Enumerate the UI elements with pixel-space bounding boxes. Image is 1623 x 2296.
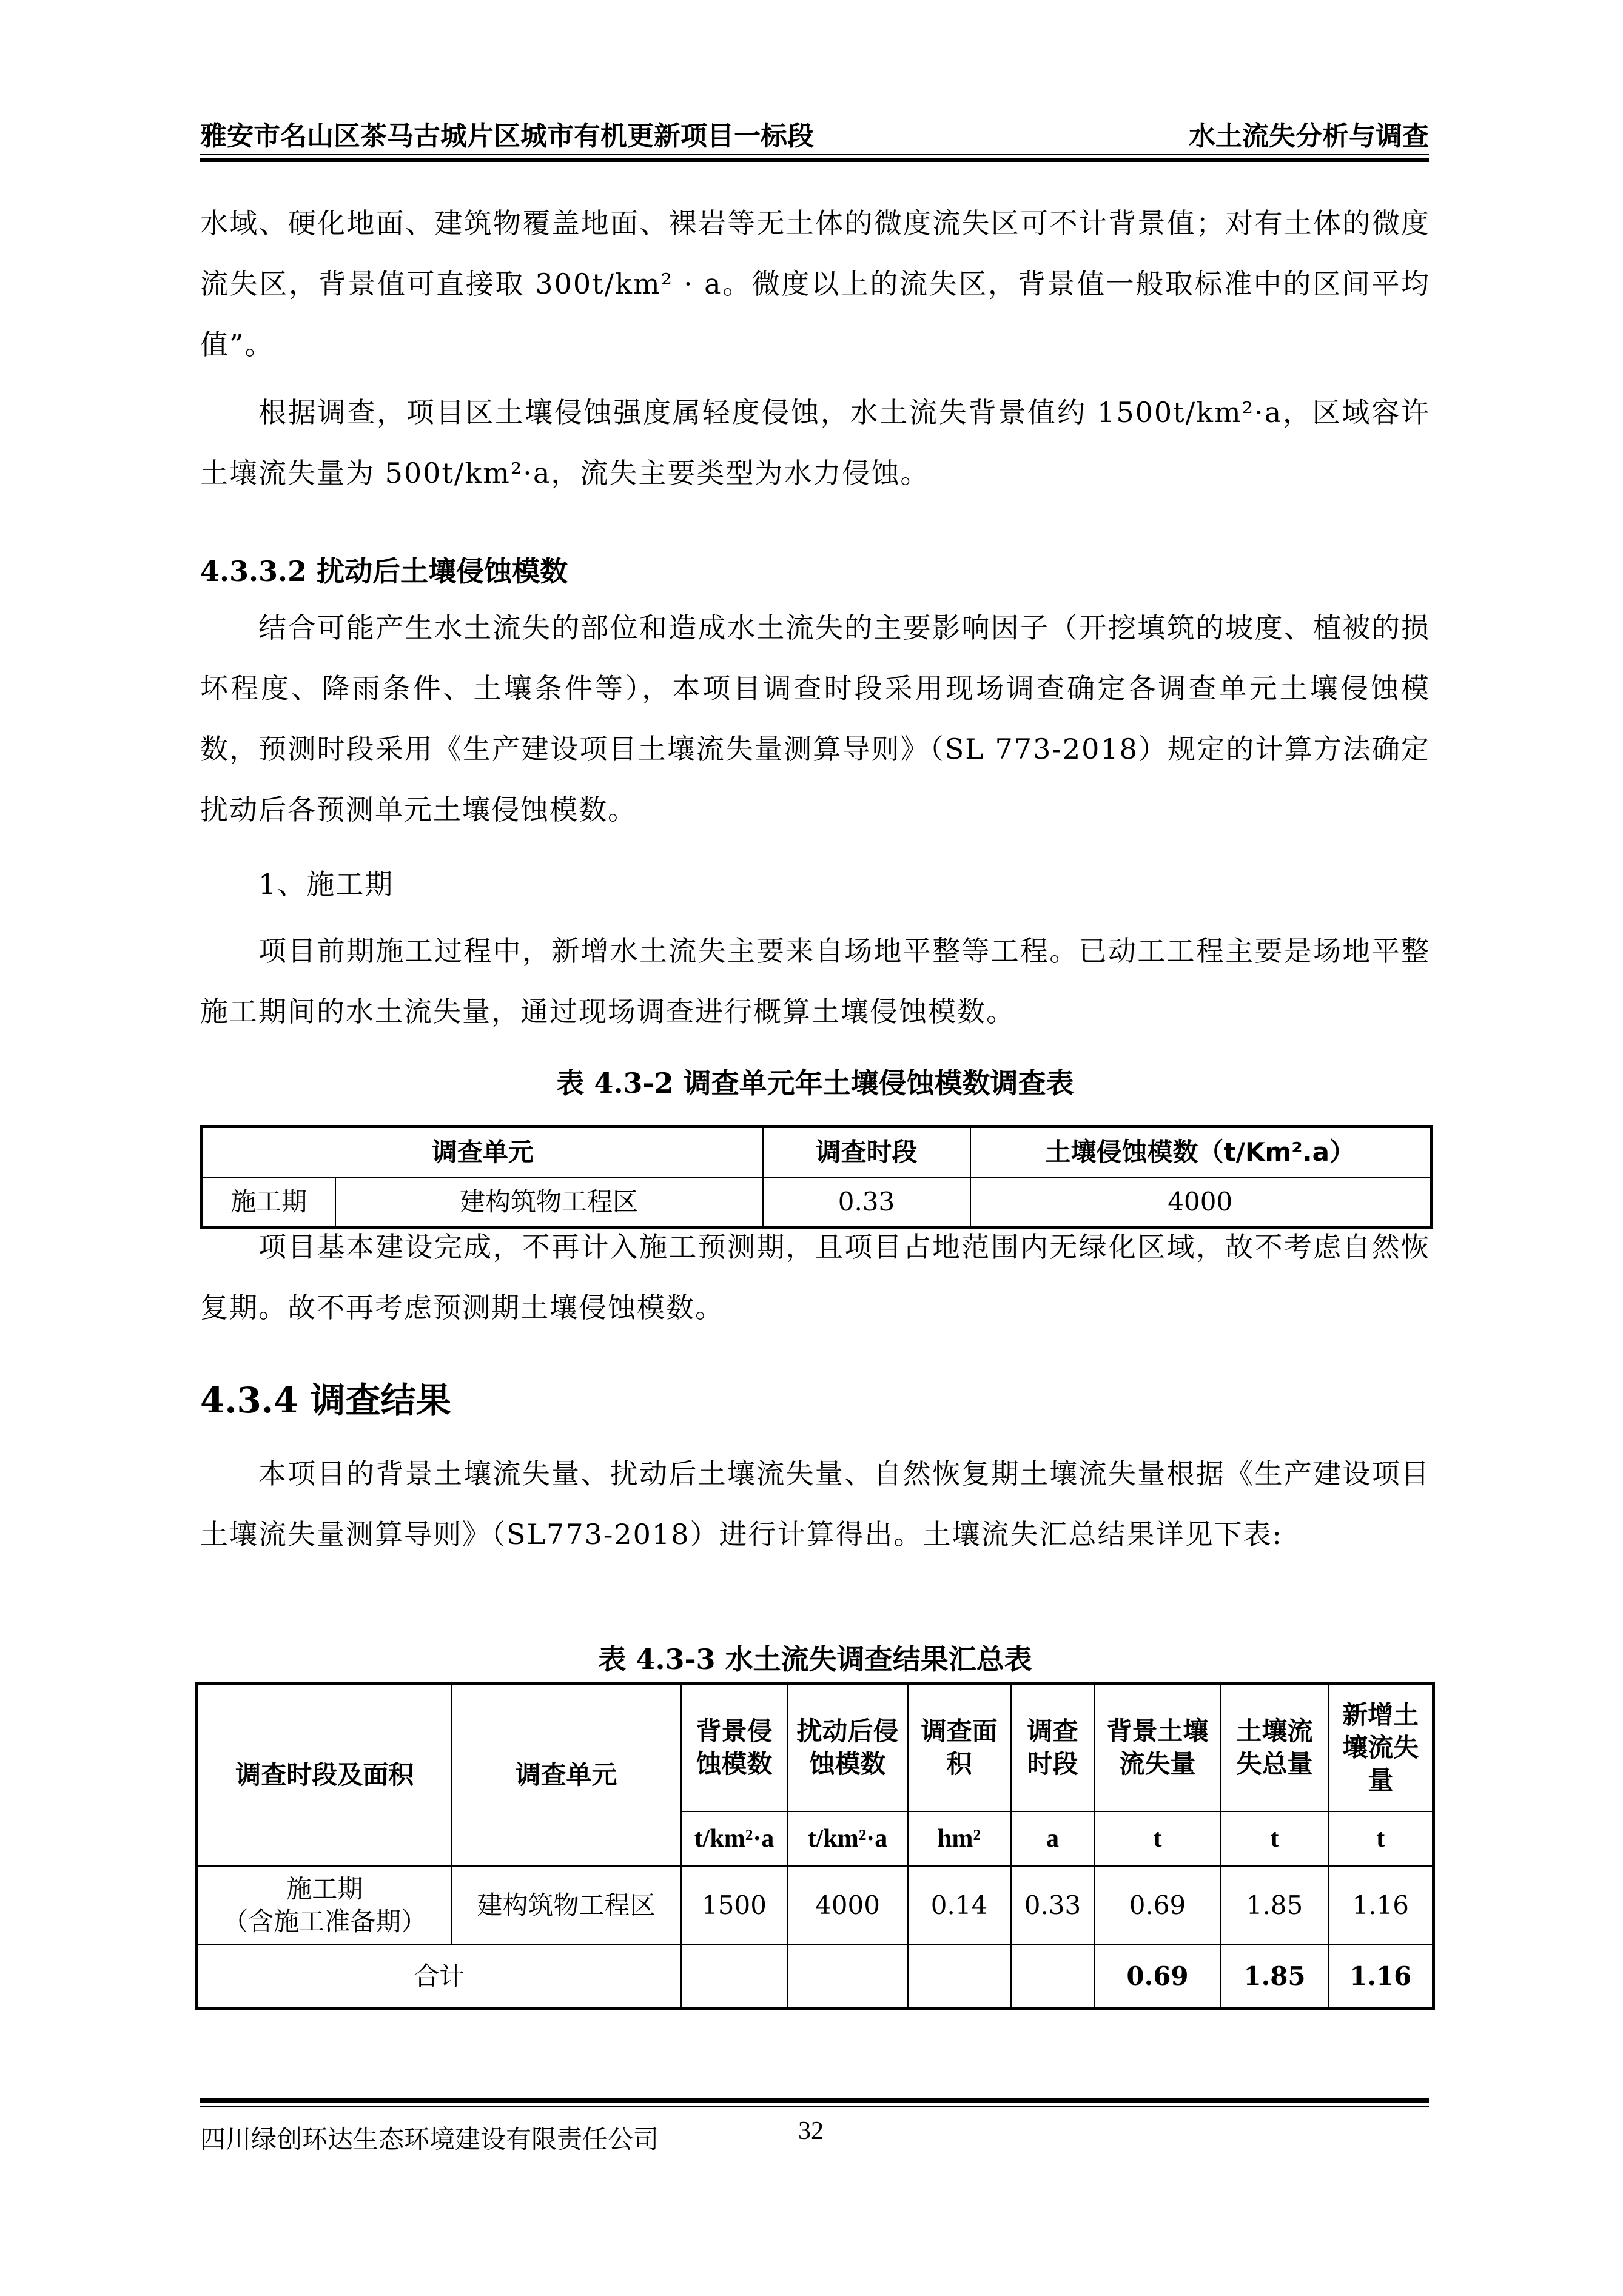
paragraph-construction-period: 1、施工期 bbox=[258, 868, 394, 901]
col-header-area: 调查面积 bbox=[908, 1684, 1011, 1811]
col-header-unit: 调查单元 bbox=[202, 1127, 763, 1178]
paragraph-survey-result: 根据调查，项目区土壤侵蚀强度属轻度侵蚀，水土流失背景值约 1500t/km²·a，区域容许土壤流失量为 500t/km²·a，流失主要类型为水力侵蚀。 bbox=[200, 396, 1430, 489]
col-header-bg-loss: 背景土壤流失量 bbox=[1095, 1684, 1221, 1811]
cell-disturbed-modulus: 4000 bbox=[788, 1866, 908, 1945]
cell-bg-modulus: 1500 bbox=[681, 1866, 788, 1945]
cell-bg-loss: 0.69 bbox=[1095, 1866, 1221, 1945]
paragraph-new-erosion: 项目前期施工过程中，新增水土流失主要来自场地平整等工程。已动工工程主要是场地平整施工期间的水土流失量，通过现场调查进行概算土壤侵蚀模数。 bbox=[200, 935, 1430, 1028]
cell-area: 0.14 bbox=[908, 1866, 1011, 1945]
cell-empty bbox=[681, 1945, 788, 2009]
table-total-row bbox=[197, 1945, 1434, 2009]
cell-duration: 0.33 bbox=[1011, 1866, 1095, 1945]
col-header-duration: 调查时段 bbox=[1011, 1684, 1095, 1811]
header-section-title: 水土流失分析与调查 bbox=[1189, 121, 1429, 152]
cell-unit: 建构筑物工程区 bbox=[452, 1866, 681, 1945]
col-header-period-area: 调查时段及面积 bbox=[197, 1684, 452, 1866]
paragraph-no-recovery: 项目基本建设完成，不再计入施工预测期，且项目占地范围内无绿化区域，故不考虑自然恢复期。故不再考虑预测期土壤侵蚀模数。 bbox=[200, 1230, 1430, 1324]
cell-period-main: 施工期 bbox=[286, 1873, 363, 1904]
paragraph-background-definition: 水域、硬化地面、建筑物覆盖地面、裸岩等无土体的微度流失区可不计背景值；对有土体的微度流失区，背景值可直接取 300t/km² · a。微度以上的流失区，背景值一般取标准中的区间平均值”。 bbox=[200, 207, 1430, 361]
cell-total-new-loss: 1.16 bbox=[1329, 1945, 1434, 2009]
erosion-modulus-table bbox=[200, 1125, 1433, 1229]
paragraph-influence-factors: 结合可能产生水土流失的部位和造成水土流失的主要影响因子（开挖填筑的坡度、植被的损坏程度、降雨条件、土壤条件等），本项目调查时段采用现场调查确定各调查单元土壤侵蚀模数，预测时段采用《生产建设项目土壤流失量测算导则》（SL 773-2018）规定的计算方法确定扰动后各预测单元土壤侵蚀模数。 bbox=[200, 611, 1430, 826]
footer-rule-thick bbox=[200, 2098, 1429, 2103]
header-rule-thin bbox=[200, 154, 1429, 155]
col-header-period: 调查时段 bbox=[763, 1127, 970, 1178]
unit-new-loss: t bbox=[1329, 1811, 1434, 1866]
unit-duration: a bbox=[1011, 1811, 1095, 1866]
col-header-disturbed-modulus: 扰动后侵蚀模数 bbox=[788, 1684, 908, 1811]
page-number: 32 bbox=[798, 2117, 824, 2145]
unit-total-loss: t bbox=[1221, 1811, 1329, 1866]
paragraph-results-intro: 本项目的背景土壤流失量、扰动后土壤流失量、自然恢复期土壤流失量根据《生产建设项目土壤流失量测算导则》（SL773-2018）进行计算得出。土壤流失汇总结果详见下表: bbox=[200, 1457, 1430, 1551]
col-header-new-loss: 新增土壤流失量 bbox=[1329, 1684, 1434, 1811]
unit-bg-modulus: t/km²·a bbox=[681, 1811, 788, 1866]
cell-unit: 建构筑物工程区 bbox=[335, 1177, 763, 1228]
footer-company: 四川绿创环达生态环境建设有限责任公司 bbox=[200, 2124, 659, 2154]
cell-period: 施工期 bbox=[202, 1177, 335, 1228]
cell-total-total-loss: 1.85 bbox=[1221, 1945, 1329, 2009]
table2-caption: 表 4.3-3 水土流失调查结果汇总表 bbox=[598, 1643, 1032, 1676]
table-row bbox=[197, 1866, 1434, 1945]
table1-caption: 表 4.3-2 调查单元年土壤侵蚀模数调查表 bbox=[556, 1067, 1074, 1099]
section-heading-4-3-4: 4.3.4 调查结果 bbox=[200, 1380, 451, 1421]
cell-empty bbox=[908, 1945, 1011, 2009]
unit-bg-loss: t bbox=[1095, 1811, 1221, 1866]
cell-total-bg-loss: 0.69 bbox=[1095, 1945, 1221, 2009]
erosion-summary-table bbox=[195, 1682, 1435, 2010]
cell-modulus: 4000 bbox=[970, 1177, 1431, 1228]
unit-area: hm² bbox=[908, 1811, 1011, 1866]
cell-empty bbox=[1011, 1945, 1095, 2009]
unit-disturbed-modulus: t/km²·a bbox=[788, 1811, 908, 1866]
page-header bbox=[200, 114, 1429, 150]
footer-rule-thin bbox=[200, 2106, 1429, 2107]
cell-period bbox=[197, 1866, 452, 1945]
cell-empty bbox=[788, 1945, 908, 2009]
cell-new-loss: 1.16 bbox=[1329, 1866, 1434, 1945]
header-rule-thick bbox=[200, 158, 1429, 162]
header-project-title: 雅安市名山区茶马古城片区城市有机更新项目一标段 bbox=[200, 121, 814, 152]
col-header-unit: 调查单元 bbox=[452, 1684, 681, 1866]
table-header-row bbox=[202, 1127, 1431, 1178]
col-header-modulus: 土壤侵蚀模数（t/Km².a） bbox=[970, 1127, 1431, 1178]
col-header-bg-modulus: 背景侵蚀模数 bbox=[681, 1684, 788, 1811]
cell-total-label: 合计 bbox=[197, 1945, 681, 2009]
section-heading-4-3-3-2: 4.3.3.2 扰动后土壤侵蚀模数 bbox=[200, 555, 568, 588]
cell-total-loss: 1.85 bbox=[1221, 1866, 1329, 1945]
cell-period-sub: （含施工准备期） bbox=[223, 1906, 427, 1936]
cell-duration: 0.33 bbox=[763, 1177, 970, 1228]
table-header-row bbox=[197, 1684, 1434, 1811]
col-header-total-loss: 土壤流失总量 bbox=[1221, 1684, 1329, 1811]
